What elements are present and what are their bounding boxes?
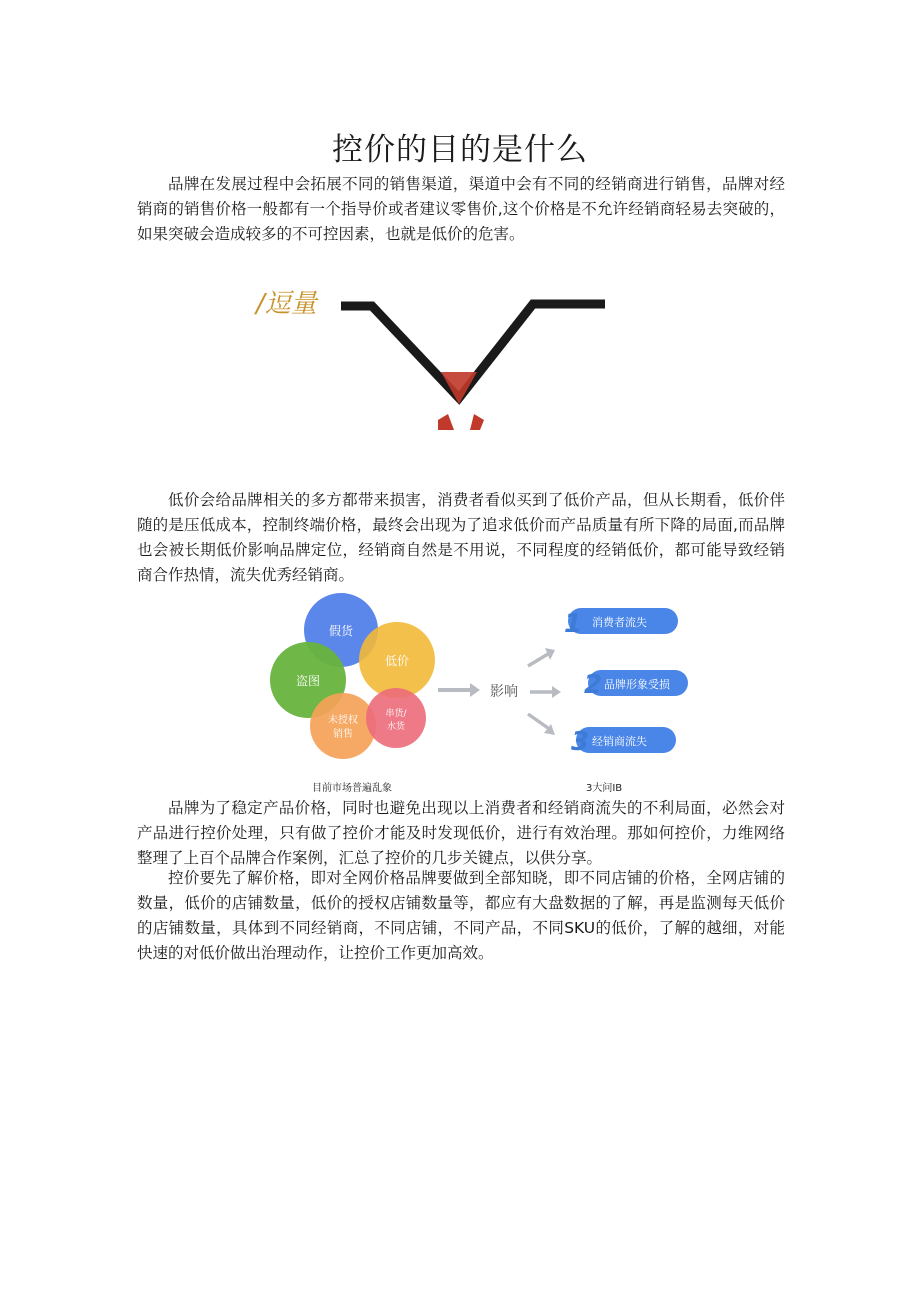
arrow-up bbox=[528, 654, 548, 666]
label-low-price: 低价 bbox=[384, 654, 410, 668]
caption-three-problems: 3大问IB bbox=[586, 783, 623, 794]
paragraph-know-prices: 控价要先了解价格，即对全网价格品牌要做到全部知晓，即不同店铺的价格，全网店铺的数量，低价的店铺数量，低价的授权店铺数量等，都应有大盘数据的了解，再是监测每天低价的店铺数量，具体到不同经销商，不同店铺，不同产品，不同SKU的低价，了解的越细，对能快速的对低价做出治理动作，让控价工作更加高效。 bbox=[137, 869, 785, 962]
outcome-label-3: 经销商流失 bbox=[592, 735, 647, 748]
outcome-number-1: 1 bbox=[564, 609, 583, 639]
price-line bbox=[341, 304, 605, 398]
label-fake-goods: 假货 bbox=[328, 624, 354, 638]
impact-label: 影响 bbox=[490, 684, 518, 700]
figure-label: /逗量 bbox=[256, 289, 317, 319]
paragraph-price-control: 品牌为了稳定产品价格，同时也避免出现以上消费者和经销商流失的不利局面，必然会对产品进行控价处理，只有做了控价才能及时发现低价，进行有效治理。那如何控价，力维网络整理了上百个品牌合作案例，汇总了控价的几步关键点，以供分享。 bbox=[137, 799, 785, 867]
label-unauthorized-1: 未授权 bbox=[328, 715, 358, 726]
caption-market-chaos: 目前市场普遍乱象 bbox=[312, 783, 392, 794]
price-drop-figure bbox=[248, 280, 620, 430]
arrow-mid-head bbox=[552, 686, 561, 698]
label-image-theft: 盗图 bbox=[295, 674, 321, 688]
paragraph-harm: 低价会给品牌相关的多方都带来损害，消费者看似买到了低价产品，但从长期看，低价伴随的是压低成本，控制终端价格，最终会出现为了追求低价而产品质量有所下降的局面,而品牌也会被长期低价影响品牌定位，经销商自然是不用说，不同程度的经销低价，都可能导致经销商合作热情，流失优秀经销商。 bbox=[137, 491, 785, 584]
arrow-down bbox=[528, 714, 548, 728]
outcome-label-1: 消费者流失 bbox=[592, 616, 647, 629]
label-unauthorized-2: 销售 bbox=[333, 729, 353, 740]
drop-arrow-tail-2 bbox=[470, 414, 484, 430]
label-cross-selling-2: 水货 bbox=[386, 722, 406, 732]
outcome-number-2: 2 bbox=[584, 670, 603, 700]
outcome-number-3: 3 bbox=[571, 727, 590, 757]
circle-unauthorized bbox=[310, 693, 376, 759]
outcome-label-2: 品牌形象受损 bbox=[604, 678, 670, 691]
drop-arrow-tail bbox=[438, 414, 454, 430]
arrow-to-impact-head bbox=[470, 683, 480, 697]
page-title: 控价的目的是什么 bbox=[332, 132, 588, 168]
price-drop-chart bbox=[248, 280, 620, 430]
label-cross-selling-1: 串货/ bbox=[385, 709, 407, 719]
paragraph-intro: 品牌在发展过程中会拓展不同的销售渠道，渠道中会有不同的经销商进行销售，品牌对经销商的销售价格一般都有一个指导价或者建议零售价,这个价格是不允许经销商轻易去突破的，如果突破会造成较多的不可控因素，也就是低价的危害。 bbox=[137, 175, 785, 243]
market-problems-diagram bbox=[262, 590, 702, 760]
market-problems-svg bbox=[262, 590, 702, 760]
